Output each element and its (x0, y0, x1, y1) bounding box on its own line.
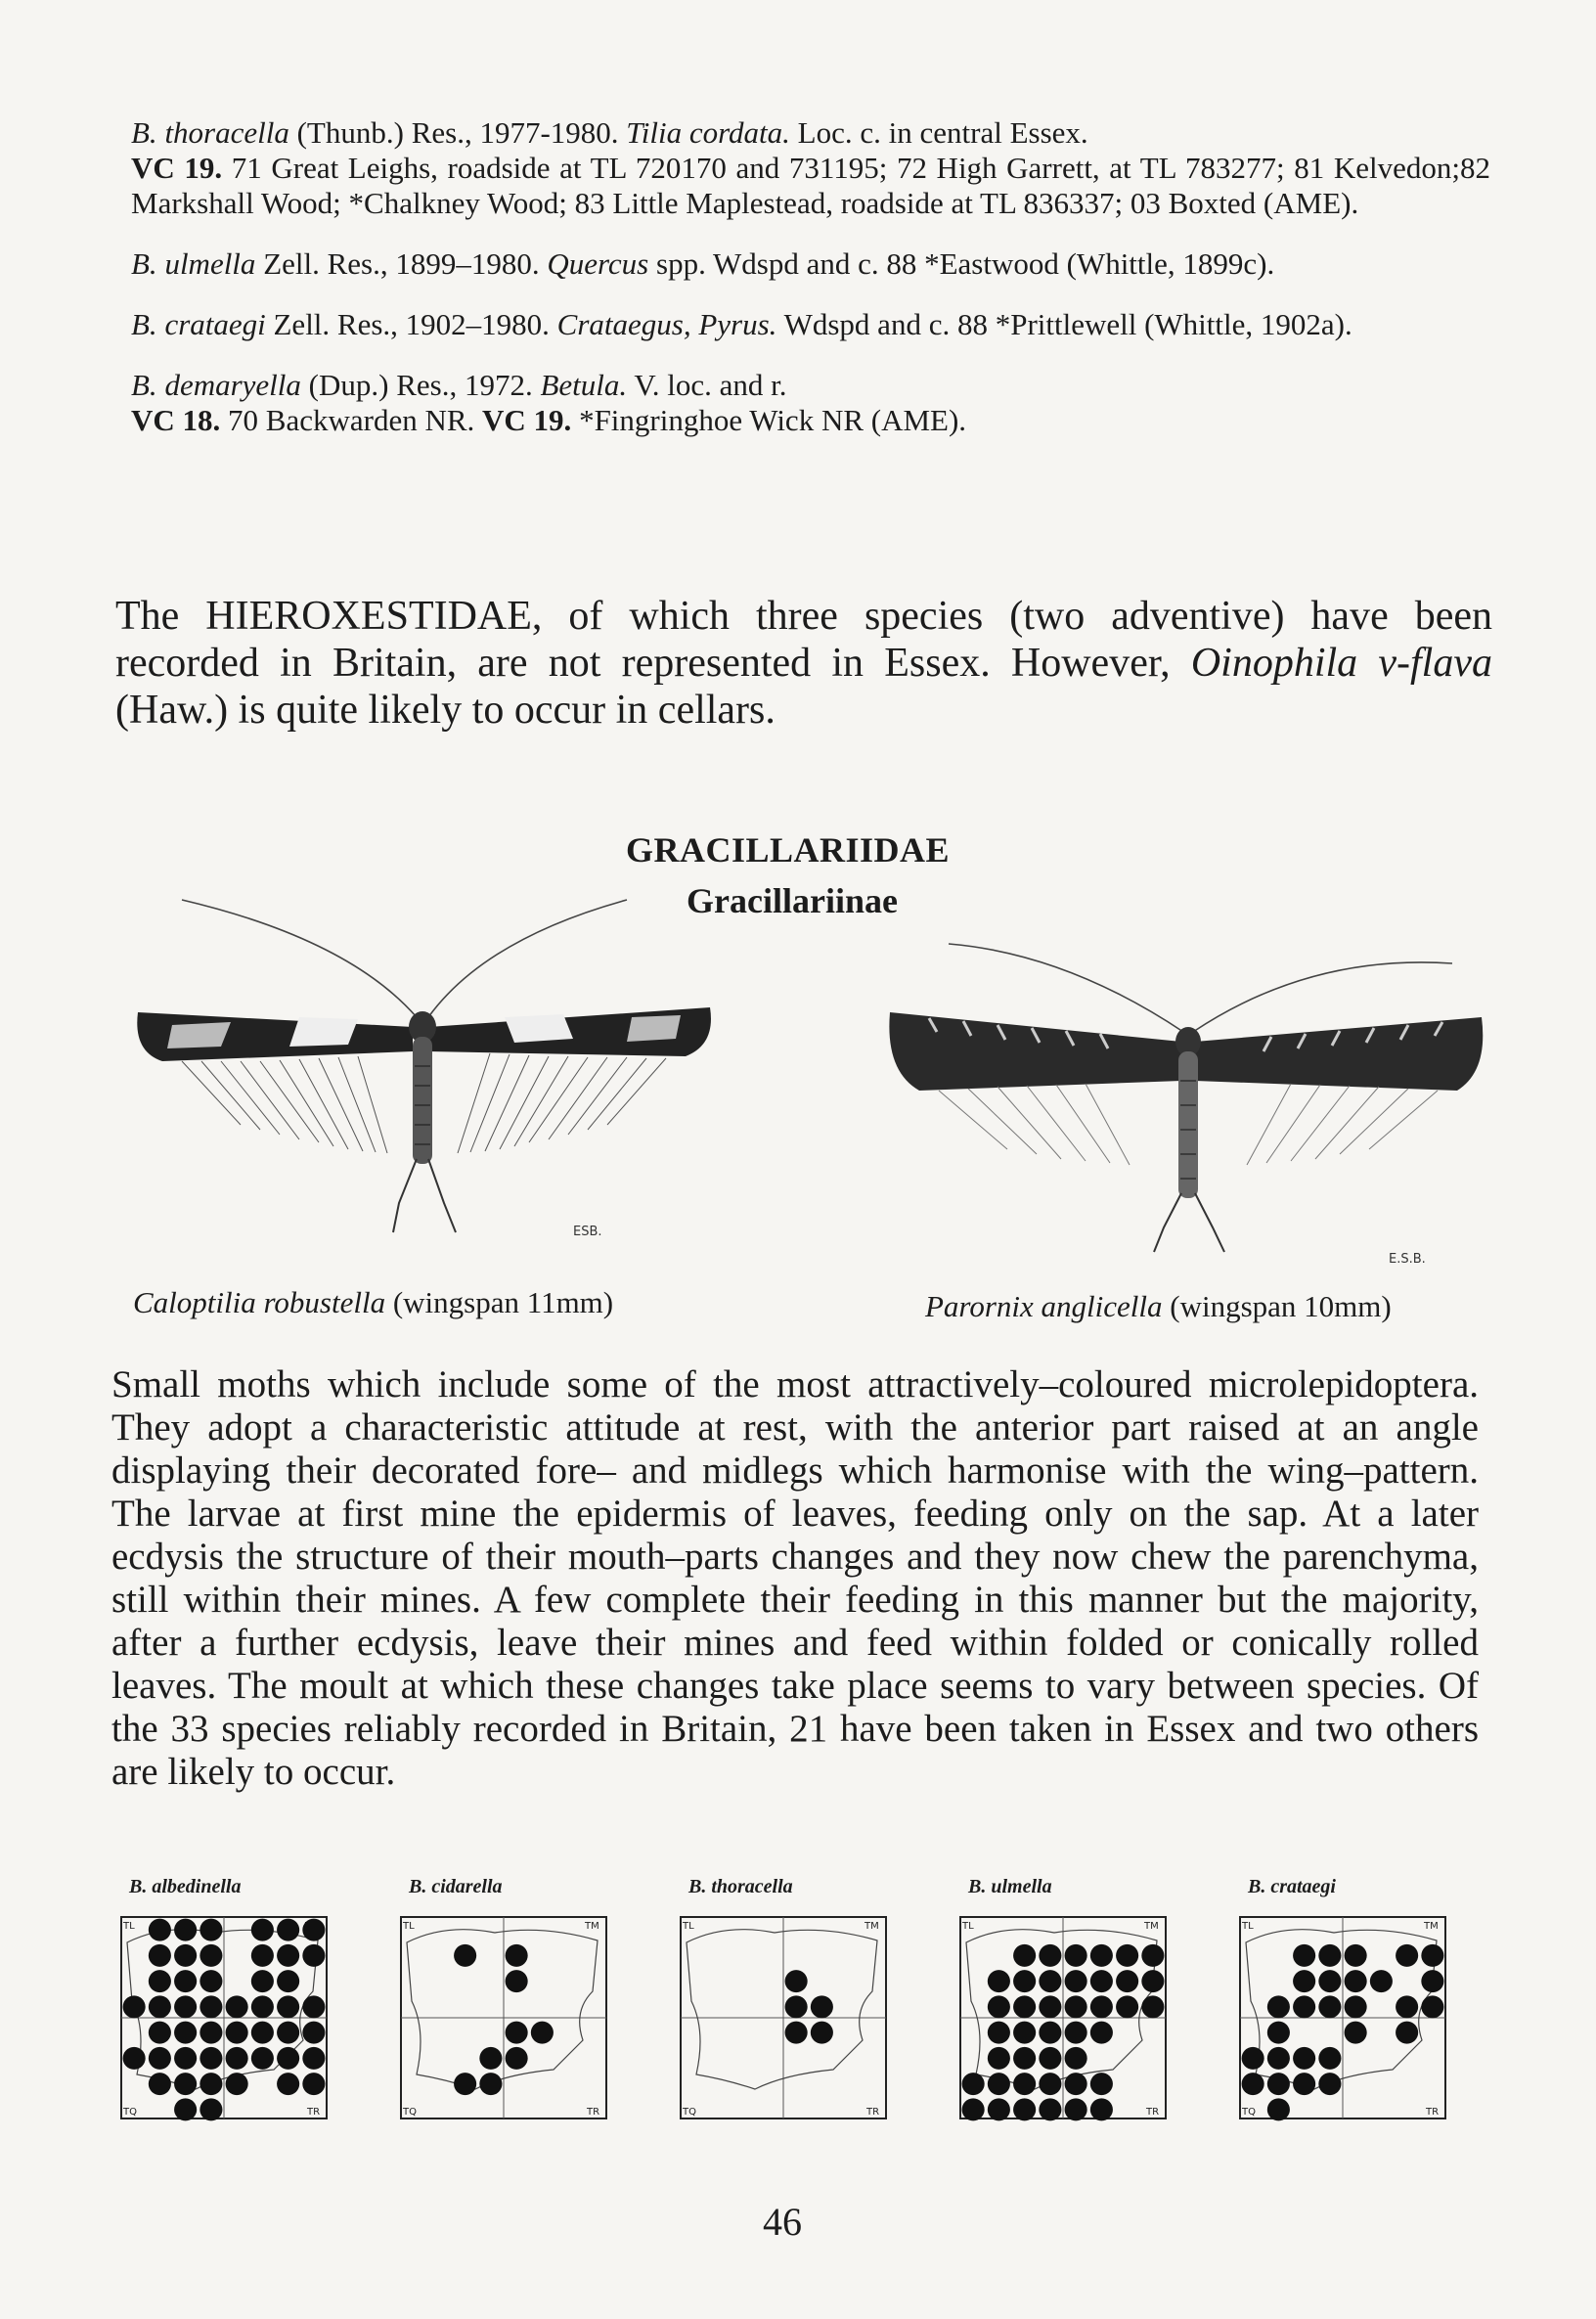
record-dot (149, 1919, 171, 1941)
record-dot (149, 1944, 171, 1967)
record-dot (123, 1995, 146, 2018)
record-dot (302, 2073, 325, 2095)
record-dot (149, 2022, 171, 2044)
grid-corner-label: TR (866, 2107, 880, 2118)
record-dot (988, 1995, 1010, 2018)
record-dot (1293, 1970, 1315, 1992)
record-dot (785, 1970, 808, 1992)
species-name: crataegi (164, 307, 266, 341)
record-dot (1013, 2022, 1036, 2044)
record-dot (1421, 1970, 1443, 1992)
localities: 70 Backwarden NR. (220, 403, 483, 437)
paragraph-text: (Haw.) is quite likely to occur in cellars. (115, 688, 776, 733)
map-title: B. cidarella (409, 1876, 503, 1897)
record-dot (454, 1944, 476, 1967)
map-grid (1226, 1903, 1459, 2132)
record-dot (174, 1970, 197, 1992)
species-name: ulmella (164, 246, 256, 281)
record-dot (1065, 1944, 1087, 1967)
grid-corner-label: TQ (123, 2107, 137, 2118)
record-dot (811, 2022, 833, 2044)
moth-drawing (123, 880, 730, 1262)
record-dot (1065, 2098, 1087, 2120)
record-dot (200, 2073, 222, 2095)
figure-caption-parornix (925, 1289, 1392, 1324)
species-records (131, 115, 1490, 464)
record-dot (1370, 1970, 1393, 1992)
record-dot (1013, 2047, 1036, 2070)
map-grid (387, 1903, 620, 2132)
wingspan-text: (wingspan 11mm) (385, 1285, 614, 1319)
grid-corner-label: TR (587, 2107, 600, 2118)
record-dot (1090, 2098, 1113, 2120)
record-dot (1293, 1995, 1315, 2018)
species-name: Parornix anglicella (925, 1289, 1163, 1323)
record-dot (962, 2098, 985, 2120)
record-dot (962, 2073, 985, 2095)
record-dot (1345, 1970, 1367, 1992)
wingspan-text: (wingspan 10mm) (1162, 1289, 1392, 1323)
record-dot (149, 2047, 171, 2070)
record-dot (1013, 2073, 1036, 2095)
record-dot (1013, 1995, 1036, 2018)
host-plant: Betula. (540, 368, 628, 402)
distribution-map (108, 1876, 340, 2132)
record-dot (1039, 2073, 1061, 2095)
grid-corner-label: TL (1242, 1921, 1254, 1932)
record-dot (174, 1919, 197, 1941)
record-dot (200, 1944, 222, 1967)
grid-corner-label: TM (585, 1921, 599, 1932)
species-name: Caloptilia robustella (133, 1285, 386, 1319)
record-text: (Dup.) Res., 1972. (300, 368, 541, 402)
record-dot (302, 2022, 325, 2044)
record-dot (1039, 2047, 1061, 2070)
record-dot (1318, 1970, 1341, 1992)
record-dot (1267, 2022, 1290, 2044)
record-dot (1242, 2047, 1264, 2070)
record-dot (200, 1970, 222, 1992)
record-thoracella (131, 115, 1490, 221)
genus: B. (131, 246, 157, 281)
record-dot (251, 1919, 274, 1941)
hieroxestidae-paragraph (115, 593, 1492, 734)
record-dot (1039, 2098, 1061, 2120)
record-dot (277, 1995, 299, 2018)
record-dot (277, 2022, 299, 2044)
record-dot (1267, 2073, 1290, 2095)
record-dot (302, 2047, 325, 2070)
record-dot (506, 1970, 528, 1992)
record-text: Wdspd and c. 88 *Prittlewell (Whittle, 1902a). (776, 307, 1352, 341)
record-dot (785, 1995, 808, 2018)
record-dot (1141, 1970, 1164, 1992)
record-dot (277, 1919, 299, 1941)
record-dot (1267, 2047, 1290, 2070)
record-dot (988, 2047, 1010, 2070)
record-dot (174, 2073, 197, 2095)
grid-corner-label: TQ (1242, 2107, 1256, 2118)
record-dot (1293, 2073, 1315, 2095)
county-outline (407, 1930, 598, 2089)
record-dot (1090, 1944, 1113, 1967)
record-dot (1090, 1995, 1113, 2018)
host-plant: Crataegus, Pyrus. (556, 307, 777, 341)
record-dot (200, 2098, 222, 2120)
record-text: Loc. c. in central Essex. (789, 115, 1088, 150)
map-grid (947, 1903, 1179, 2132)
grid-corner-label: TR (307, 2107, 321, 2118)
record-dot (1116, 1995, 1138, 2018)
record-dot (1013, 1944, 1036, 1967)
record-dot (226, 2022, 248, 2044)
record-dot (1141, 1995, 1164, 2018)
record-dot (1396, 2022, 1418, 2044)
host-plant: Tilia cordata. (626, 115, 790, 150)
record-dot (123, 2047, 146, 2070)
record-dot (1013, 1970, 1036, 1992)
record-dot (302, 1995, 325, 2018)
record-dot (200, 1919, 222, 1941)
map-title: B. albedinella (129, 1876, 242, 1897)
record-dot (988, 2073, 1010, 2095)
record-dot (1039, 1944, 1061, 1967)
record-dot (1396, 1944, 1418, 1967)
grid-corner-label: TL (123, 1921, 135, 1932)
grid-corner-label: TQ (403, 2107, 417, 2118)
record-dot (506, 2022, 528, 2044)
record-dot (1345, 2022, 1367, 2044)
record-dot (479, 2073, 502, 2095)
record-dot (277, 1944, 299, 1967)
record-dot (1318, 1995, 1341, 2018)
distribution-map (1226, 1876, 1459, 2132)
record-dot (1039, 2022, 1061, 2044)
record-dot (251, 1995, 274, 2018)
record-dot (454, 2073, 476, 2095)
moth-drawing (870, 934, 1496, 1267)
grid-corner-label: TQ (683, 2107, 696, 2118)
record-dot (1318, 2073, 1341, 2095)
map-title: B. thoracella (688, 1876, 793, 1897)
record-dot (988, 2022, 1010, 2044)
record-dot (988, 1970, 1010, 1992)
localities: *Fingringhoe Wick NR (AME). (571, 403, 967, 437)
record-dot (1345, 1944, 1367, 1967)
record-dot (1065, 1995, 1087, 2018)
grid-corner-label: TM (1424, 1921, 1439, 1932)
record-ulmella (131, 246, 1490, 282)
record-dot (277, 2073, 299, 2095)
record-dot (149, 1970, 171, 1992)
record-dot (200, 2047, 222, 2070)
figure-caption-caloptilia (133, 1285, 613, 1320)
record-dot (174, 2047, 197, 2070)
host-plant: Quercus (547, 246, 649, 281)
record-dot (1318, 1944, 1341, 1967)
record-dot (1396, 1995, 1418, 2018)
species-name: demaryella (164, 368, 301, 402)
record-dot (174, 1995, 197, 2018)
genus: B. (131, 307, 157, 341)
record-dot (1116, 1970, 1138, 1992)
record-dot (1116, 1944, 1138, 1967)
record-dot (277, 2047, 299, 2070)
artist-signature: E.S.B. (1389, 1252, 1426, 1267)
distribution-map (387, 1876, 620, 2132)
record-dot (226, 1995, 248, 2018)
map-title: B. ulmella (968, 1876, 1052, 1897)
gracillariidae-description: Small moths which include some of the most attractively–coloured microlepidoptera. They adopt a characteristic attitude at rest, with the anterior part raised at an angle displaying their decorated fore– and midlegs which harmonise with the wing–pattern. The larvae at first mine the epidermis of leaves, feeding only on the sap. At a later ecdysis the structure of their mouth–parts changes and they now chew the parenchyma, still within their mines. A few complete their feeding in this manner but the majority, after a further ecdysis, leave their mines and feed within folded or conically rolled leaves. The moult at which these changes take place seems to vary between species. Of the 33 species reliably recorded in Britain, 21 have been taken in Essex and two others are likely to occur. (111, 1363, 1479, 1793)
record-dot (1039, 1970, 1061, 1992)
record-dot (251, 1970, 274, 1992)
record-dot (785, 2022, 808, 2044)
record-dot (277, 1970, 299, 1992)
record-dot (200, 2022, 222, 2044)
record-dot (1013, 2098, 1036, 2120)
map-grid (667, 1903, 900, 2132)
artist-signature: ESB. (573, 1225, 602, 1239)
record-dot (1267, 1995, 1290, 2018)
record-dot (506, 2047, 528, 2070)
record-dot (251, 2022, 274, 2044)
map-title: B. crataegi (1248, 1876, 1336, 1897)
record-text: spp. Wdspd and c. 88 *Eastwood (Whittle, 1899c). (648, 246, 1275, 281)
record-dot (1065, 2022, 1087, 2044)
record-dot (1421, 1995, 1443, 2018)
distribution-map (667, 1876, 900, 2132)
vice-county-label: VC 19. (131, 151, 223, 185)
record-dot (1318, 2047, 1341, 2070)
county-outline (687, 1930, 877, 2089)
moth-illustration-caloptilia (123, 880, 730, 1262)
localities: 71 Great Leighs, roadside at TL 720170 and 731195; 72 High Garrett, at TL 783277; 81 Kelvedon;82 Markshall Wood; *Chalkney Wood; 83 Little Maplestead, roadside at TL 836337; 03 Boxted (AME). (131, 151, 1490, 220)
grid-corner-label: TL (683, 1921, 694, 1932)
species-name: thoracella (164, 115, 289, 150)
record-dot (251, 1944, 274, 1967)
grid-corner-label: TM (1144, 1921, 1159, 1932)
record-text: Zell. Res., 1899–1980. (255, 246, 548, 281)
paragraph-text: The HIEROXESTIDAE, of which three species (two adventive) have been recorded in Britain, are not represented in Essex. However, (115, 594, 1492, 686)
record-text: V. loc. and r. (627, 368, 787, 402)
record-dot (1090, 2022, 1113, 2044)
record-dot (174, 1944, 197, 1967)
grid-corner-label: TM (864, 1921, 879, 1932)
species-name: Oinophila v-flava (1190, 641, 1492, 686)
grid-corner-label: TR (1146, 2107, 1160, 2118)
record-dot (1345, 1995, 1367, 2018)
page-number: 46 (763, 2200, 802, 2244)
moth-illustration-parornix (870, 934, 1496, 1267)
record-dot (174, 2098, 197, 2120)
family-heading: GRACILLARIIDAE (626, 830, 951, 870)
record-dot (226, 2073, 248, 2095)
record-dot (479, 2047, 502, 2070)
record-dot (302, 1919, 325, 1941)
distribution-map (947, 1876, 1179, 2132)
record-dot (506, 1944, 528, 1967)
record-dot (1065, 1970, 1087, 1992)
record-dot (1242, 2073, 1264, 2095)
record-dot (531, 2022, 554, 2044)
record-dot (1090, 1970, 1113, 1992)
record-demaryella (131, 368, 1490, 438)
vice-county-label: VC 19. (482, 403, 572, 437)
record-dot (1065, 2047, 1087, 2070)
record-dot (1293, 1944, 1315, 1967)
record-dot (1293, 2047, 1315, 2070)
record-dot (1039, 1995, 1061, 2018)
record-dot (226, 2047, 248, 2070)
record-text: Zell. Res., 1902–1980. (265, 307, 557, 341)
grid-corner-label: TR (1426, 2107, 1440, 2118)
record-dot (251, 2047, 274, 2070)
record-dot (988, 2098, 1010, 2120)
record-dot (1065, 2073, 1087, 2095)
record-dot (1267, 2098, 1290, 2120)
vice-county-label: VC 18. (131, 403, 221, 437)
record-crataegi (131, 307, 1490, 342)
record-dot (1141, 1944, 1164, 1967)
record-dot (149, 2073, 171, 2095)
record-dot (811, 1995, 833, 2018)
record-dot (200, 1995, 222, 2018)
record-dot (302, 1944, 325, 1967)
record-dot (149, 1995, 171, 2018)
record-dot (1090, 2073, 1113, 2095)
map-grid (108, 1903, 340, 2132)
genus: B. (131, 115, 157, 150)
grid-corner-label: TL (962, 1921, 974, 1932)
record-text: (Thunb.) Res., 1977-1980. (288, 115, 627, 150)
record-dot (174, 2022, 197, 2044)
subfamily-heading: Gracillariinae (687, 881, 898, 920)
genus: B. (131, 368, 157, 402)
record-dot (1421, 1944, 1443, 1967)
grid-corner-label: TL (403, 1921, 415, 1932)
